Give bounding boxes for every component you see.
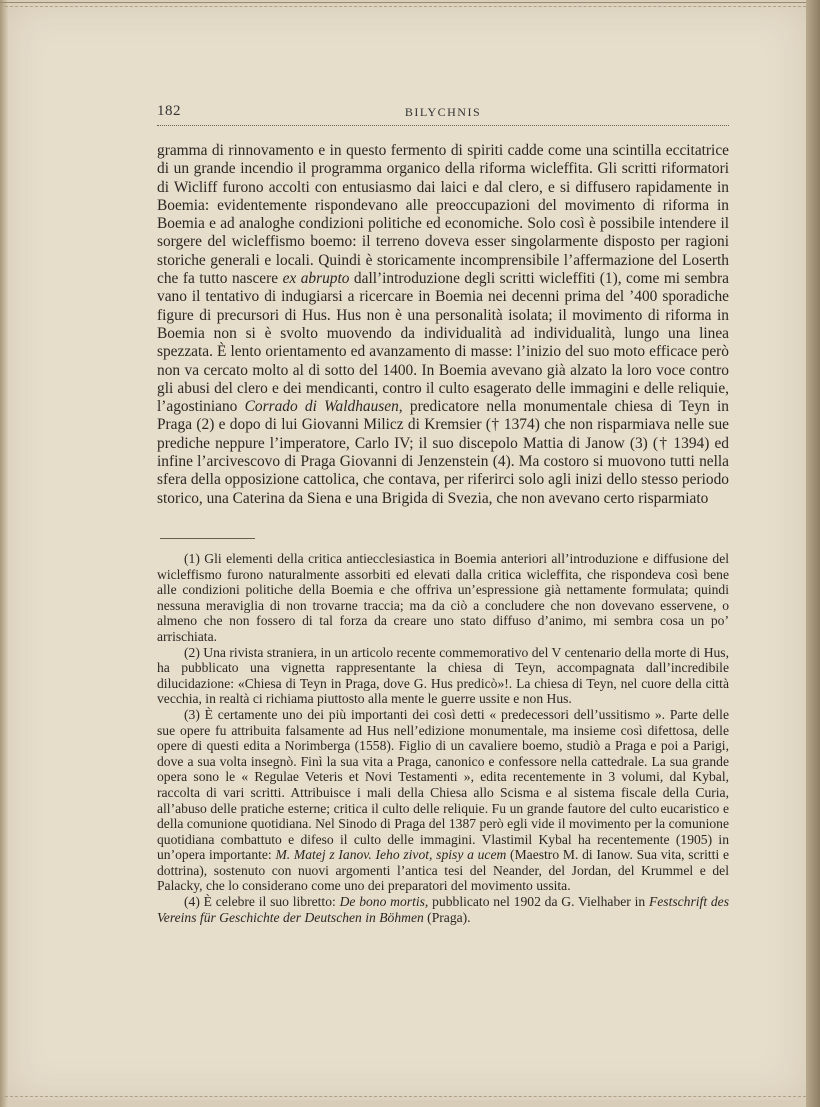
text-segment: pubblicato nel 1902 da G. Vielhaber in — [428, 894, 649, 910]
bottom-border-rule — [0, 1096, 806, 1099]
footnote-3 — [157, 707, 729, 894]
footnote-separator — [160, 538, 255, 539]
italic-phrase: ex abrupto — [282, 270, 350, 288]
text-segment: (Maestro M. di Ianow. Sua vita, scritti e dottrina), sostenuto con nuovi argomenti l’antica tesi del Neander, del Jordan, del Krummel e del Palacky, che lo considerano come uno dei preparatori del movimento ussita. — [157, 847, 729, 894]
running-title: BILYCHNIS — [404, 105, 482, 119]
text-segment: predicatore nella monumentale chiesa di Teyn in Praga (2) e dopo di lui Giovanni Milicz di Kremsier († 1374) che non risparmiava nelle sue prediche neppure l’imperatore, Carlo IV; il suo discepolo Mattia di Janow (3) († 1394) ed infine l’arcivescovo di Praga Giovanni di Jenzenstein (4). Ma costoro si muovono tutti nella sfera della opposizione cattolica, che contava, per riferirci solo agli inizi dello stesso periodo storico, una Caterina da Siena e una Brigida di Svezia, che non avevano certo risparmiato — [157, 398, 729, 507]
footnote-4 — [157, 894, 729, 925]
italic-title: M. Matej z Ianov. Ieho zivot, spisy a ucem — [275, 847, 507, 863]
italic-title: De bono mortis, — [339, 894, 429, 910]
italic-name: Corrado di Waldhausen, — [244, 398, 403, 416]
text-segment: (Praga). — [423, 909, 471, 925]
text-segment: dall’introduzione degli scritti wicleffiti (1), come mi sembra vano il tentativo di indugiarsi a ricercare in Boemia nei decenni prima del ’400 sporadiche figure di precursori di Hus. Hus non è una personalità isolata; il movimento di riforma in Boemia non si è svolto muovendo da individualità ad individualità, lungo una linea spezzata. È lento orientamento ed avanzamento di masse: l’inizio del suo moto efficace però non va cercato molto al di sotto del 1400. In Boemia avevano già alzato la loro voce contro gli abusi del clero e dei mendicanti, contro il culto esagerato delle immagini e delle reliquie, l’agostiniano — [157, 270, 729, 416]
footnote-1: (1) Gli elementi della critica antiecclesiastica in Boemia anteriori all’introduzione e diffusione del wicleffismo furono naturalmente assorbiti ed elevati dalla critica wicleffita, che rispondeva così bene alle condizioni politiche della Boemia e che offriva un’espressione già nettamente formulata; quindi nessuna meraviglia di non trovarne traccia; ma da ciò a concludere che non dovevano esservene, o almeno che non fossero di tal forza da creare uno stato diffuso d’animo, mi sembra cosa un po’ arrischiata. — [157, 551, 729, 644]
footnotes — [157, 551, 729, 925]
header-rule — [157, 125, 729, 126]
main-paragraph — [157, 142, 729, 508]
page-number: 182 — [157, 103, 181, 119]
page-left-edge — [0, 0, 8, 1107]
italic-title: Festschrift des Vereins für Geschichte der Deutschen in Böhmen — [157, 894, 730, 925]
top-border-rule — [0, 2, 806, 7]
running-header — [157, 103, 729, 125]
text-segment: gramma di rinnovamento e in questo fermento di spiriti cadde come una scintilla eccitatrice di un grande incendio il programma organico della riforma wicleffita. Gli scritti riformatori di Wicliff furono accolti con entusiasmo dai laici e dal clero, e si diffusero rapidamente in Boemia: evidentemente rispondevano alle preoccupazioni del movimento di riforma in Boemia e ad analoghe condizioni politiche ed economiche. Solo così è possibile intendere il sorgere del wicleffismo boemo: il terreno doveva esser singolarmente disposto per ragioni storiche generali e locali. Quindi è storicamente incomprensibile l’affermazione del Loserth che fa tutto nascere — [157, 142, 729, 288]
footnote-2: (2) Una rivista straniera, in un articolo recente commemorativo del V centenario della morte di Hus, ha pubblicato una vignetta rappresentante la chiesa di Teyn, accompagnata dall’incredibile dilucidazione: «Chiesa di Teyn in Praga, dove G. Hus predicò»!. La chiesa di Teyn, nel cuore della città vecchia, in realtà ci richiama piuttosto alla mente le guerre ussite e non Hus. — [157, 644, 729, 707]
main-text — [157, 142, 729, 508]
text-segment: (3) È certamente uno dei più importanti dei così detti « predecessori dell’ussitismo ». Parte delle sue opere fu attribuita falsamente ad Hus nell’edizione monumentale, ma insieme così difettosa, delle opere di questi edita a Norimberga (1558). Figlio di un cavaliere boemo, studiò a Praga e poi a Parigi, dove a sua volta insegnò. Finì la sua vita a Praga, canonico e confessore nella cattedrale. La sua grande opera sono le « Regulae Veteris et Novi Testamenti », edita recentemente in 3 volumi, dal Kybal, raccolta di vari scritti. Attribuisce i mali della Chiesa allo Scisma e al sistema fiscale della Curia, all’abuso delle pratiche esterne; critica il culto delle reliquie. Fu un grande fautore del culto eucaristico e della comunione quotidiana. Nel Sinodo di Praga del 1387 però egli vide il movimento per la comunione quotidiana combattuto e difeso il culto delle immagini. Vlastimil Kybal ha recentemente (1905) in un’opera importante: — [157, 706, 729, 863]
page-right-edge — [806, 0, 820, 1107]
text-segment: (4) È celebre il suo libretto: — [184, 894, 340, 910]
